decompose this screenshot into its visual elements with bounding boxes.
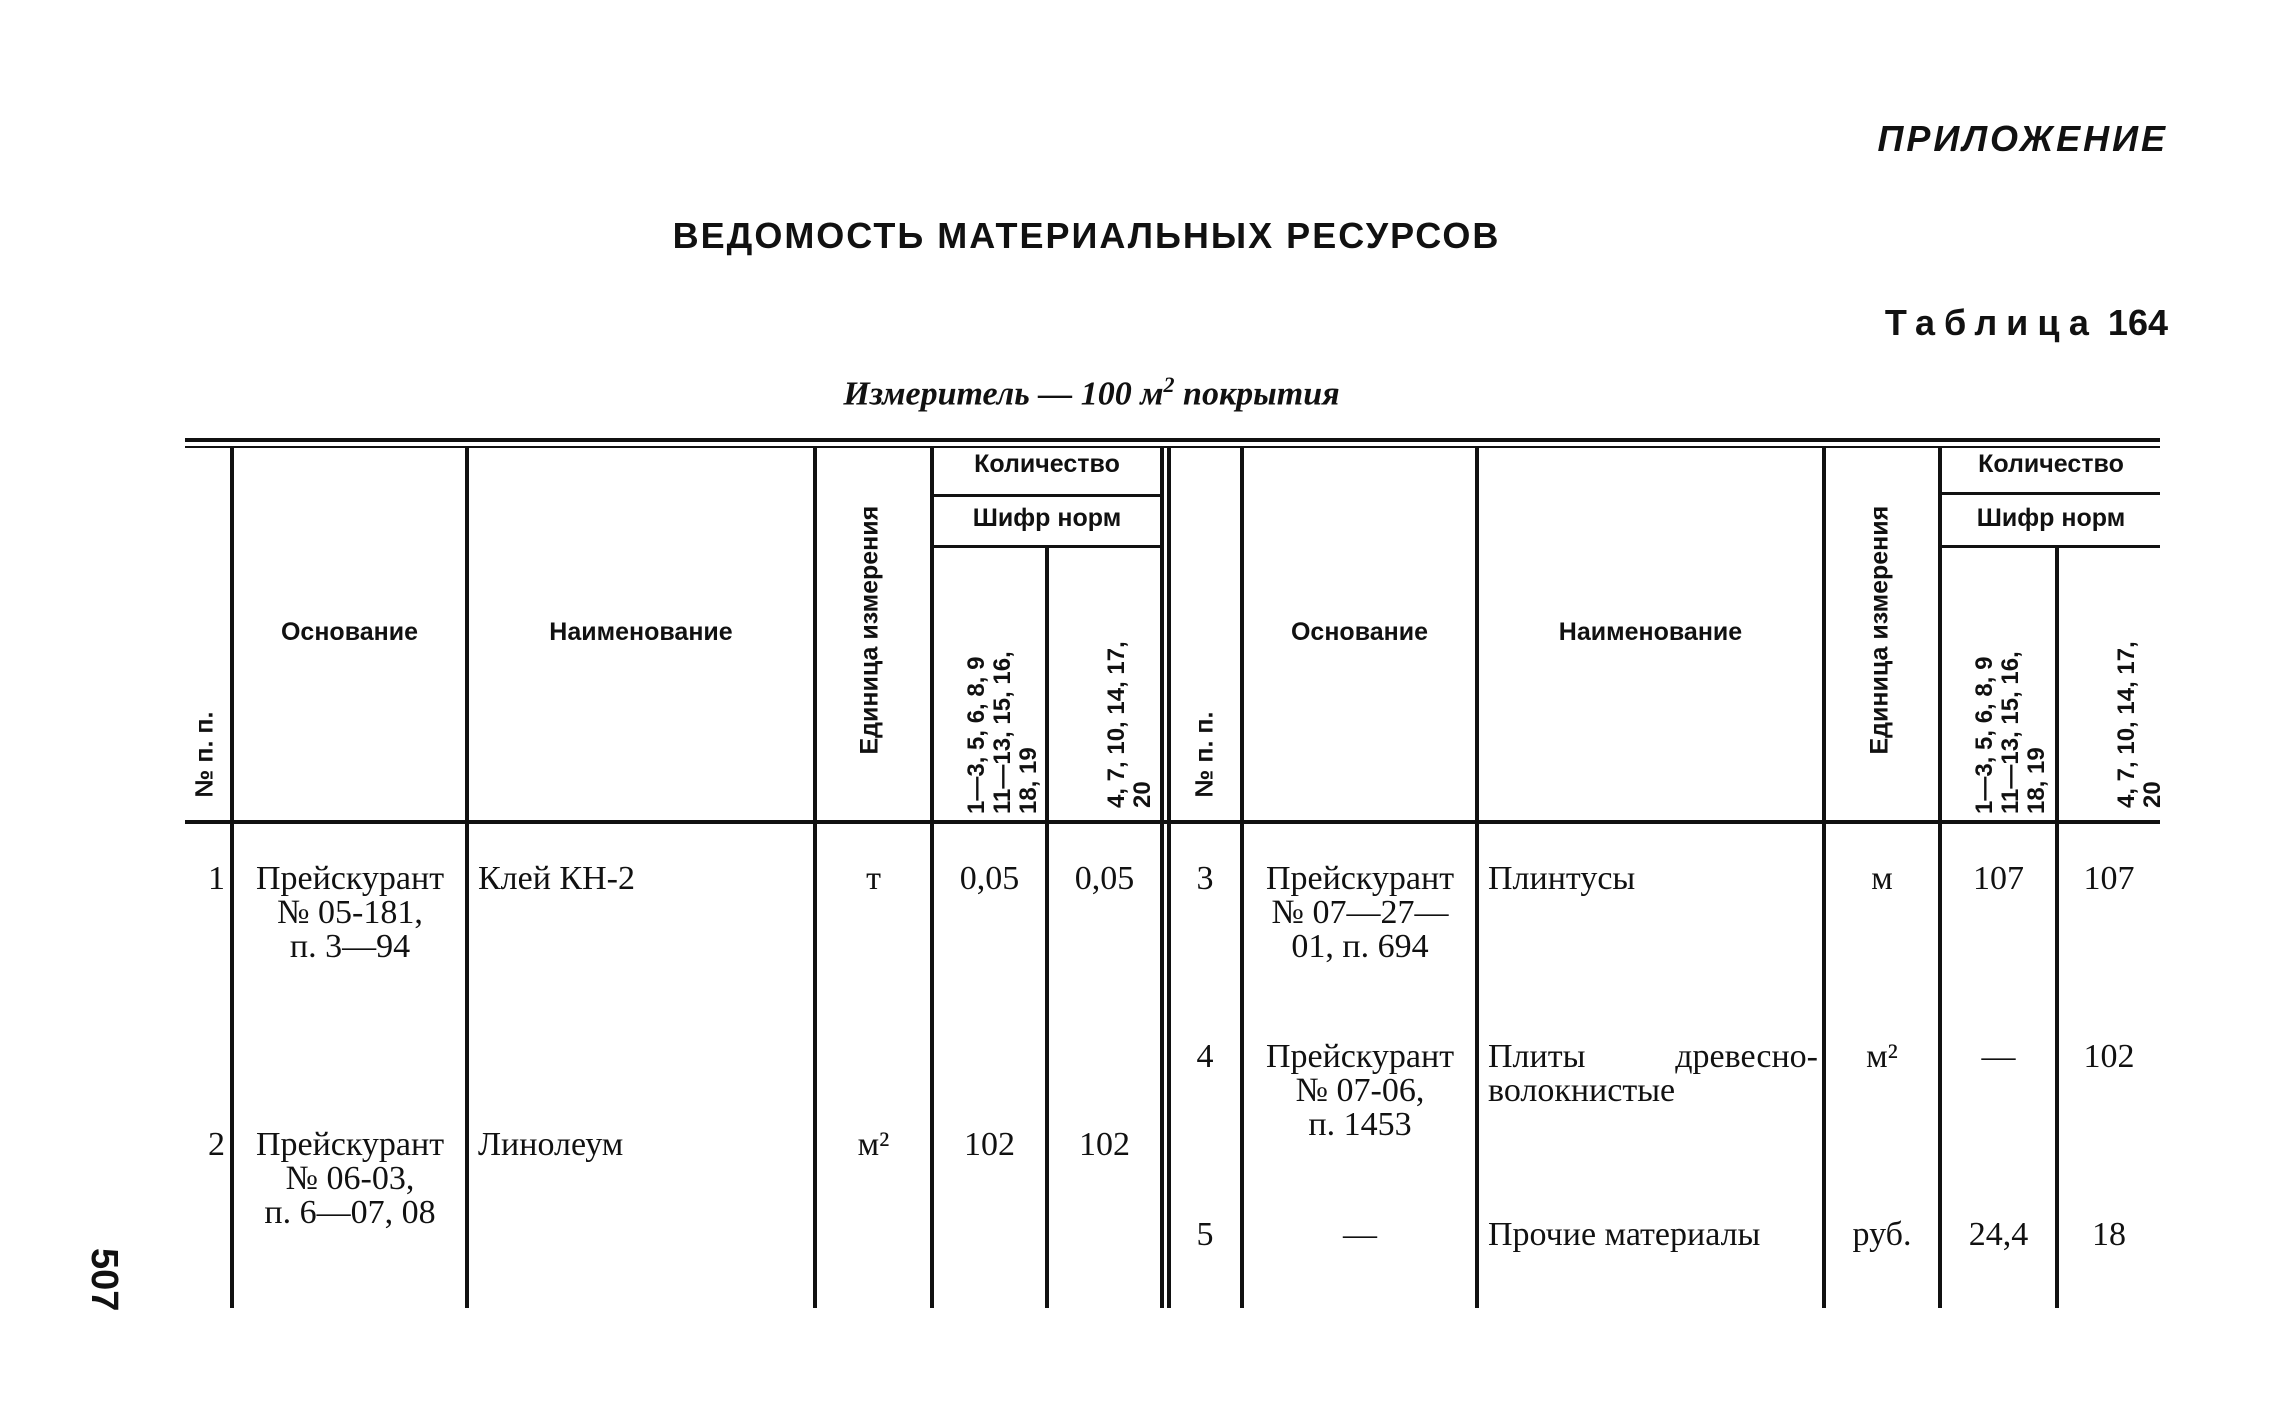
page-number: 507 bbox=[83, 1248, 125, 1312]
row-name: Прочие материалы bbox=[1488, 1216, 1761, 1253]
header-col-a-right: 1—3, 5, 6, 8, 9 11—13, 15, 16, 18, 19 bbox=[1971, 651, 2050, 814]
basis-line: № 05-181, bbox=[277, 894, 423, 931]
row-qty-b: 0,05 bbox=[1074, 860, 1135, 897]
basis-line: Прейскурант bbox=[1265, 1038, 1455, 1075]
row-num: 2 bbox=[208, 1126, 225, 1163]
appendix-label: ПРИЛОЖЕНИЕ bbox=[1877, 118, 2168, 159]
row-name: Линолеум bbox=[478, 1126, 624, 1163]
header-name-left: Наименование bbox=[549, 618, 733, 646]
header-unit-right: Единица измерения bbox=[1865, 505, 1894, 755]
basis-line: п. 1453 bbox=[1308, 1106, 1412, 1143]
row-name: Клей КН-2 bbox=[478, 860, 635, 897]
basis-line: Прейскурант bbox=[1265, 860, 1455, 897]
table-number-value: 164 bbox=[2107, 302, 2168, 343]
row-num: 1 bbox=[208, 860, 225, 897]
row-basis bbox=[236, 1128, 464, 1230]
row-qty-b: 107 bbox=[2083, 860, 2135, 897]
col-divider-6b bbox=[1167, 448, 1171, 1308]
row-qty-a: 102 bbox=[964, 1126, 1015, 1163]
basis-line: 01, п. 694 bbox=[1291, 928, 1429, 965]
measure-prefix: Измеритель — 100 м bbox=[843, 375, 1164, 413]
row-unit: м² bbox=[1866, 1038, 1898, 1075]
row-name bbox=[1488, 1040, 1818, 1108]
row-unit: м² bbox=[857, 1126, 890, 1163]
col-divider-11 bbox=[2055, 548, 2059, 1308]
table-top-rule-thin bbox=[185, 446, 2160, 448]
row-num: 5 bbox=[1196, 1216, 1214, 1253]
col-divider-2 bbox=[465, 448, 469, 1308]
document-title: ВЕДОМОСТЬ МАТЕРИАЛЬНЫХ РЕСУРСОВ bbox=[672, 215, 1501, 256]
row-unit: руб. bbox=[1852, 1216, 1912, 1253]
row-qty-a: 107 bbox=[1973, 860, 2024, 897]
row-qty-b: 102 bbox=[2083, 1038, 2135, 1075]
header-num-left: № п. п. bbox=[190, 711, 219, 798]
basis-line: п. 3—94 bbox=[289, 928, 411, 965]
row-qty-a: — bbox=[1981, 1038, 2016, 1075]
basis-line: № 07-06, bbox=[1295, 1072, 1425, 1109]
header-unit-left: Единица измерения bbox=[855, 505, 884, 755]
row-unit: т bbox=[866, 860, 881, 897]
row-qty-b: 102 bbox=[1079, 1126, 1130, 1163]
col-divider-5 bbox=[1045, 548, 1049, 1308]
code-sub-rule-right bbox=[1940, 545, 2160, 548]
qty-sub-rule-left bbox=[932, 494, 1162, 497]
row-num: 4 bbox=[1196, 1038, 1214, 1075]
measure-sup: 2 bbox=[1163, 372, 1175, 397]
table-word: Таблица bbox=[1884, 302, 2098, 343]
header-basis-right: Основание bbox=[1290, 618, 1429, 646]
col-divider-1 bbox=[230, 448, 234, 1308]
row-num: 3 bbox=[1196, 860, 1214, 897]
measure-suffix: покрытия bbox=[1174, 375, 1340, 413]
basis-line: п. 6—07, 08 bbox=[264, 1194, 436, 1231]
basis-line: Прейскурант bbox=[255, 1126, 445, 1163]
header-quantity-left: Количество bbox=[974, 450, 1120, 478]
header-code-right: Шифр норм bbox=[1976, 504, 2126, 532]
header-bottom-rule bbox=[185, 820, 2160, 824]
col-divider-7 bbox=[1240, 448, 1244, 1308]
table-top-rule bbox=[185, 438, 2160, 442]
row-basis bbox=[1246, 862, 1474, 964]
header-col-b-right: 4, 7, 10, 14, 17, 20 bbox=[2113, 641, 2166, 808]
row-basis: — bbox=[1343, 1216, 1377, 1253]
header-col-a-left: 1—3, 5, 6, 8, 9 11—13, 15, 16, 18, 19 bbox=[963, 651, 1042, 814]
basis-line: Прейскурант bbox=[255, 860, 445, 897]
row-unit: м bbox=[1871, 860, 1893, 897]
name-line: волокнистые bbox=[1488, 1072, 1676, 1109]
header-code-left: Шифр норм bbox=[972, 504, 1122, 532]
name-line: Плиты древесно- bbox=[1488, 1038, 1818, 1075]
row-qty-a: 0,05 bbox=[959, 860, 1020, 897]
row-basis bbox=[236, 862, 464, 964]
header-quantity-right: Количество bbox=[1978, 450, 2124, 478]
header-name-right: Наименование bbox=[1558, 618, 1743, 646]
qty-sub-rule-right bbox=[1940, 492, 2160, 495]
row-basis bbox=[1246, 1040, 1474, 1142]
measure-unit bbox=[0, 372, 2283, 413]
basis-line: № 06-03, bbox=[285, 1160, 415, 1197]
header-col-b-left: 4, 7, 10, 14, 17, 20 bbox=[1103, 641, 1156, 808]
row-qty-a: 24,4 bbox=[1968, 1216, 2029, 1253]
basis-line: № 07—27— bbox=[1271, 894, 1449, 931]
col-divider-8 bbox=[1475, 448, 1479, 1308]
row-qty-b: 18 bbox=[2092, 1216, 2126, 1253]
header-num-right: № п. п. bbox=[1190, 711, 1219, 798]
header-basis-left: Основание bbox=[280, 618, 419, 646]
col-divider-6a bbox=[1160, 448, 1164, 1308]
table-number bbox=[1885, 302, 2168, 344]
row-name: Плинтусы bbox=[1488, 860, 1636, 897]
